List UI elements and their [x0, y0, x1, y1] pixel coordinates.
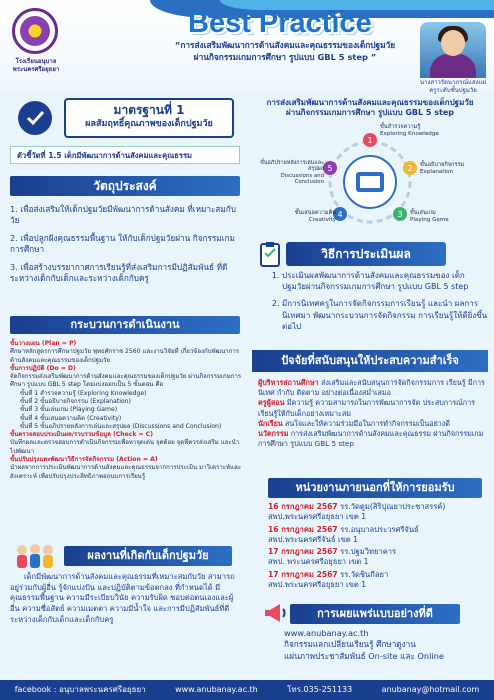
step-item: ขั้นที่ 1 สำรวจความรู้ (Exploring Knowledge)	[20, 389, 147, 397]
act-text: นำผลจากการประเมินพัฒนาการด้านสังคมและคุณธรรมจากการประเมิน มาวิเคราะห์และสังเคราะห์ เพื่อปรับปรุงประสิทธิภาพอถนบการเรียนรู้	[10, 464, 242, 480]
diagram-title	[252, 98, 488, 119]
process-content	[10, 340, 242, 481]
factor-innovation: นวัตกรรม การส่งเสริมพัฒนาการด้านสังคมและคุณธรรม ผ่านกิจกรรมเกมการศึกษา รูปแบบ GBL 5 step	[258, 429, 484, 449]
megaphone-icon	[262, 600, 288, 626]
diagram-title-line-2: ผ่านกิจกรรมเกมการศึกษา รูปแบบ GBL 5 step	[286, 108, 454, 118]
children-icon	[12, 542, 58, 570]
objective-item: 2. เพื่อปลูกฝังคุณธรรมพื้นฐาน ให้กับเด็กปฐมวัยผ่าน กิจกรรมเกมการศึกษา	[10, 232, 235, 255]
clipboard-icon	[256, 240, 284, 268]
step-item: ขั้นที่ 2 ขั้นอธิบายกิจกรรม (Explanation)	[20, 397, 131, 405]
results-heading: ผลงานที่เกิดกับเด็กปฐมวัย	[64, 546, 232, 566]
publish-activity: กิจกรรมแลกเปลี่ยนเรียนรู้ ศึกษาดูงาน	[284, 639, 416, 650]
diagram-step-2: ขั้นอธิบายกิจกรรม Explanation	[420, 162, 465, 175]
check-label: ขั้นตรวจสอบประเมินผล/รวบรวมข้อมูล (Check = C)	[10, 431, 153, 439]
standard-subtitle: ผลสัมฤทธิ์คุณภาพของเด็กปฐมวัย	[85, 118, 213, 129]
footer-facebook[interactable]: facebook : อนุบาลพระนครศรีอยุธยา	[14, 684, 146, 694]
footer-email[interactable]: anubanay@hotmail.com	[381, 684, 480, 694]
svg-text:5: 5	[327, 164, 333, 173]
svg-text:2: 2	[407, 164, 413, 173]
step-item: ขั้นที่ 5 ขั้นอภิปรายหลังการเล่นและสรุปผล (Discussions and Conclusion)	[20, 422, 222, 430]
page-title: Best Practice	[188, 7, 372, 39]
objectives-heading: วัตถุประสงค์	[10, 176, 240, 196]
diagram-title-line-1: การส่งเสริมพัฒนาการด้านสังคมและคุณธรรมของเด็กปฐมวัย	[266, 98, 474, 107]
svg-text:1: 1	[367, 136, 373, 145]
external-item: 16 กรกฎาคม 2567 รร.วัดตูม(สิริปุณยาประชาสรรค์) สพป.พระนครศรีอยุธยา เขต 1	[268, 502, 446, 521]
objectives-list	[10, 204, 242, 291]
external-item: 17 กรกฎาคม 2567 รร.ปฐมวิทยาคาร สพป. พระนครศรีอยุธยา เขต 1	[268, 547, 397, 567]
results-text: เด็กมีพัฒนาการด้านสังคมและคุณธรรมที่เหมาะสมกับวัย สามารถอยู่ร่วมกับผู้อื่น รู้จักแบ่งปัน และปฏิบัติตามข้อตกลง ที่กำหนดได้ มีคุณธรรมพื้นฐาน ความมีระเบียบวินัย ความรับผิด ชอบต่อตนเองและผู้อื่น ความซื่อสัตย์ ความเมตตา ความมีน้ำใจ และการมีปฏิสัมพันธ์ที่ดีระหว่างเด็กกับเด็กและเด็กกับครู	[10, 572, 235, 624]
diagram-step-3: ขั้นเล่นเกม Playing Game	[410, 210, 449, 223]
page-subtitle	[140, 40, 430, 63]
factor-teacher: ครูผู้สอน มีความรู้ ความสามารถในการพัฒนาการจัด ประสบการณ์การเรียนรู้ให้กับเด็กอย่างเหมาะสม	[258, 398, 475, 418]
publish-website[interactable]: www.anubanay.ac.th	[284, 628, 369, 638]
gbl-cycle-diagram	[252, 124, 488, 236]
teacher-name: นางสาวรัตนาภรณ์แสงแฝ	[420, 79, 486, 86]
factors-heading: ปัจจัยที่สนับสนุนให้ประสบความสำเร็จ	[252, 350, 488, 372]
factor-student: นักเรียน สนใจและให้ความร่วมมือในการทำกิจกรรมเป็นอย่างดี	[258, 418, 450, 428]
publish-heading: การเผยแพร่แบบอย่างที่ดี	[290, 604, 460, 624]
step-item: ขั้นที่ 4 ขั้นเสนอความคิด (Creativity)	[20, 414, 122, 422]
do-label: ขั้นการปฏิบัติ (Do = D)	[10, 364, 76, 372]
plan-label: ขั้นวางแผน (Plan = P)	[10, 340, 77, 347]
school-name: โรงเรียนอนุบาลพระนครศรีอยุธยา	[12, 58, 60, 73]
footer	[0, 680, 494, 700]
check-text: บันทึกผลและตรวจสอบการดำเนินกิจกรรมเพื่อหาจุดเด่น จุดด้อย จุดที่ควรส่งเสริม และนำไปพัฒนา	[10, 439, 240, 455]
svg-text:3: 3	[397, 210, 403, 219]
step-item: ขั้นที่ 3 ขั้นเล่นเกม (Playing Game)	[20, 406, 118, 414]
act-label: ขั้นปรับปรุงและพัฒนาวิธีการจัดกิจกรรม (Action = A)	[10, 455, 158, 463]
publish-media: แผ่นภาพประชาสัมพันธ์ On-site และ Online	[284, 650, 444, 661]
external-list	[268, 502, 488, 593]
subtitle-line-1: “การส่งเสริมพัฒนาการด้านสังคมและคุณธรรมของเด็กปฐมวัย	[174, 40, 396, 50]
evaluation-item: 1. ประเมินผลพัฒนาการด้านสังคมและคุณธรรมของ เด็กปฐมวัยผ่านกิจกรรมเกมการศึกษา รูปแบบ GBL 5 step	[282, 270, 488, 292]
svg-text:4: 4	[337, 210, 343, 219]
external-item: 17 กรกฎาคม 2567 รร.วัดชินกีลยา สพป.พระนครศรีอยุธยา เขต 1	[268, 570, 389, 590]
footer-phone: โทร.035-251133	[287, 684, 353, 694]
diagram-step-5: ขั้นอภิปรายหลังการเล่นและสรุปผล Discussions and Conclusion	[260, 160, 324, 186]
external-heading: หน่วยงานภายนอกที่ให้การยอมรับ	[268, 478, 482, 498]
objective-item: 1. เพื่อส่งเสริมให้เด็กปฐมวัยมีพัฒนาการด้านสังคม ที่เหมาะสมกับวัย	[10, 204, 236, 226]
process-heading: กระบวนการดำเนินงาน	[10, 316, 240, 334]
objective-item: 3. เพื่อสร้างบรรยากาศการเรียนรู้ที่ส่งเสริมการมีปฏิสัมพันธ์ ที่ดีระหว่างเด็กกับเด็กและระหว่างเด็กกับครู	[10, 261, 228, 284]
do-text: จัดกิจกรรมส่งเสริมพัฒนาการด้านสังคมและคุณธรรมของเด็กปฐมวัย ผ่านกิจกรรมเกมการศึกษา รูปแบบ GBL 5 step โดยแบ่งออกเป็น 5 ขั้นตอน คือ	[10, 373, 242, 389]
factors-text	[258, 378, 488, 450]
teacher-photo	[420, 22, 486, 78]
standard-box	[64, 98, 234, 138]
standard-badge	[10, 98, 60, 138]
evaluation-item: 2. มีการนิเทศครูในการจัดกิจกรรมการเรียนรู้ และนำ ผลการนิเทศมา พัฒนากระบวนการจัดกิจกรรม การเรียนรู้ให้ดียิ่งขึ้นต่อไป	[282, 298, 488, 332]
school-logo	[12, 8, 58, 54]
evaluation-heading: วิธีการประเมินผล	[286, 242, 446, 266]
external-item: 16 กรกฎาคม 2567 รร.อนุบาลประวรศรีจันธ์ สพป.พระนครศรีจันธ์ เขต 1	[268, 524, 419, 544]
evaluation-list	[270, 270, 488, 338]
plan-text: ศึกษาหลักสูตรการศึกษาปฐมวัย พุทธศักราช 2560 และงานวิจัยที่ เกี่ยวข้องกับพัฒนาการด้านสังคมและคุณธรรมของเด็กปฐมวัย	[10, 348, 240, 364]
teacher-role: ครูระดับชั้นปฐมวัย	[429, 87, 477, 94]
factor-admin: ผู้บริหารสถานศึกษา ส่งเสริมและสนับสนุนการจัดกิจกรรมการ เรียนรู้ มีการนิเทศ กำกับ ติดตาม อย่างต่อเนื่องสม่ำเสมอ	[258, 378, 485, 398]
diagram-step-4: ขั้นเสนอความคิด Creativity	[294, 210, 336, 223]
indicator-box: ตัวชี้วัดที่ 1.5 เด็กมีพัฒนาการด้านสังคมและคุณธรรม	[10, 146, 240, 164]
footer-website[interactable]: www.anubanay.ac.th	[175, 684, 258, 694]
standard-title: มาตรฐานที่ 1	[113, 103, 185, 117]
subtitle-line-2: ผ่านกิจกรรมเกมการศึกษา รูปแบบ GBL 5 step ”	[193, 51, 377, 62]
publish-list	[284, 628, 484, 662]
diagram-step-1: ขั้นสำรวจความรู้ Exploring Knowledge	[380, 124, 439, 137]
